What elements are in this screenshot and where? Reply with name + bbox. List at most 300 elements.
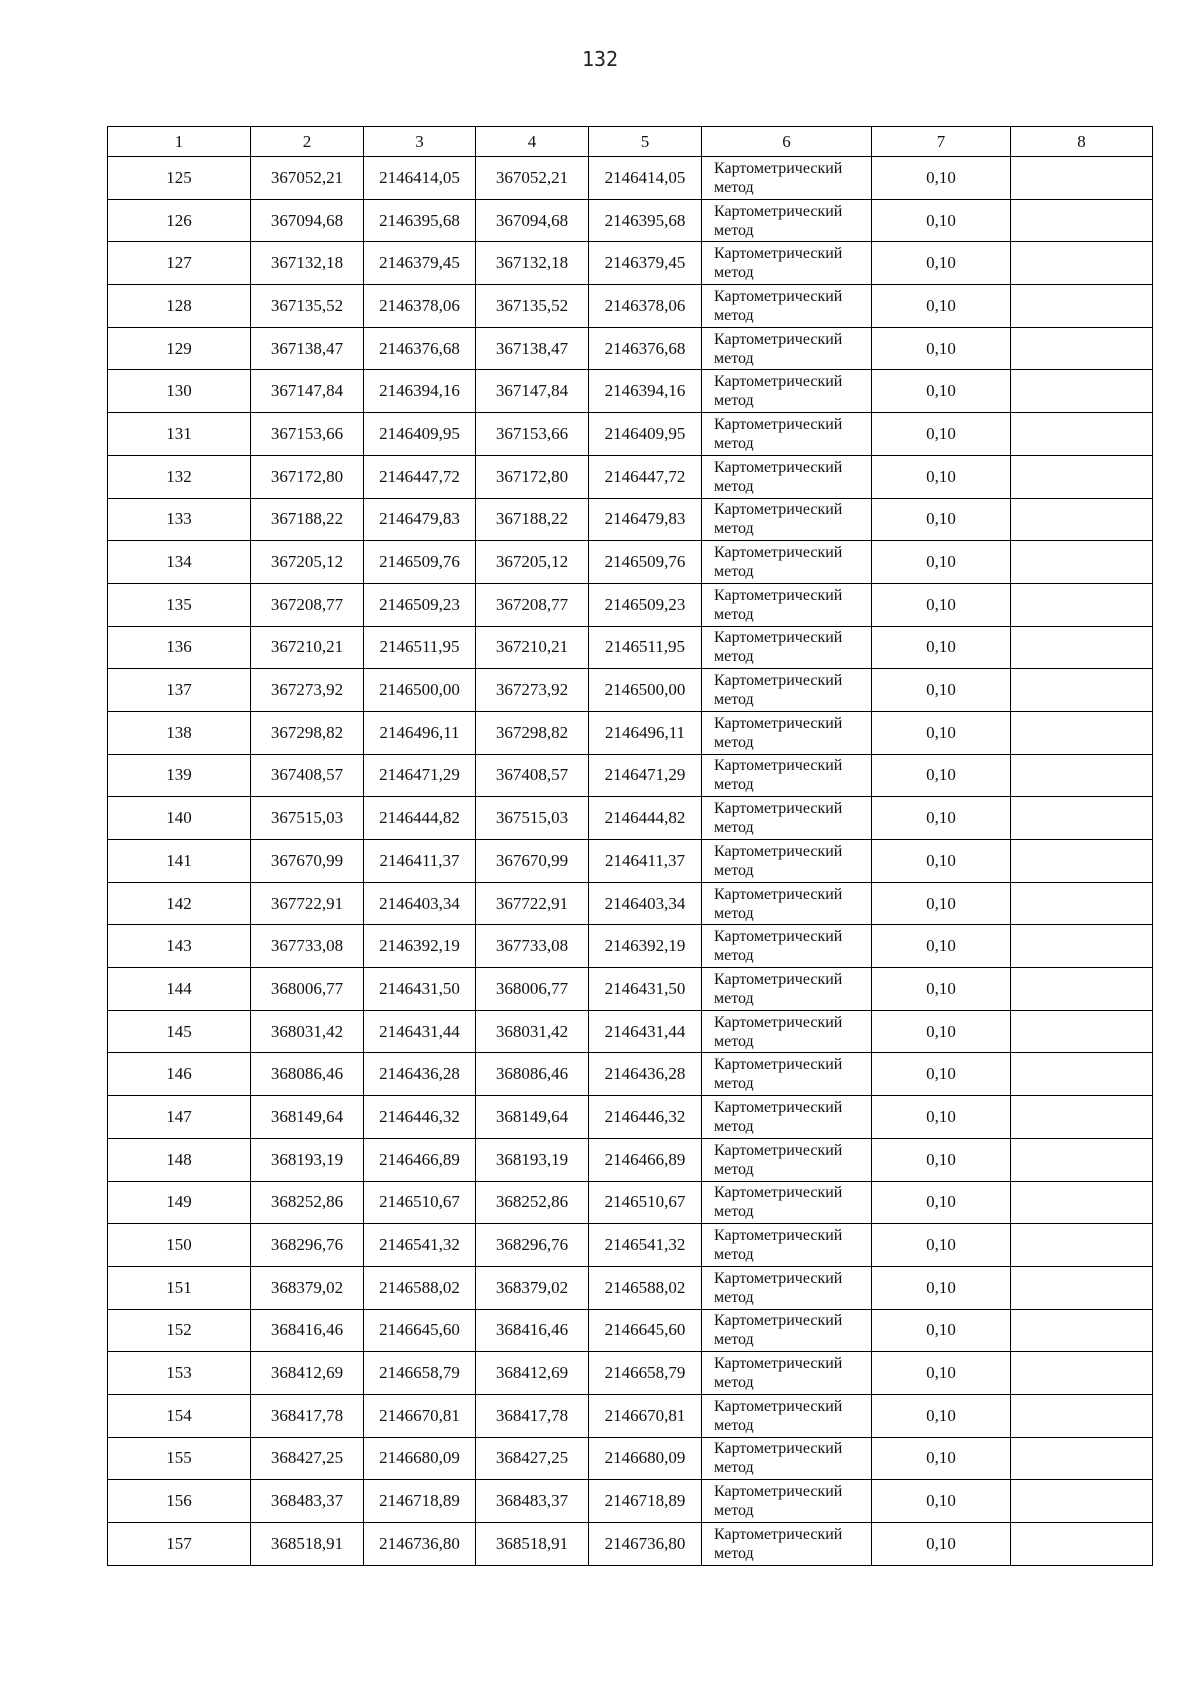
accuracy-cell: 0,10 (872, 840, 1011, 883)
x-coordinate-cell: 368006,77 (251, 968, 364, 1011)
point-number-cell: 145 (108, 1010, 251, 1053)
point-number-cell: 147 (108, 1096, 251, 1139)
point-number-cell: 155 (108, 1437, 251, 1480)
y-coordinate-cell: 2146509,23 (589, 583, 702, 626)
y-coordinate-cell: 2146444,82 (364, 797, 476, 840)
accuracy-cell: 0,10 (872, 754, 1011, 797)
x-coordinate-cell: 368031,42 (476, 1010, 589, 1053)
method-cell: Картометрический метод (702, 1096, 872, 1139)
y-coordinate-cell: 2146431,44 (364, 1010, 476, 1053)
method-cell: Картометрический метод (702, 797, 872, 840)
x-coordinate-cell: 367733,08 (476, 925, 589, 968)
x-coordinate-cell: 368483,37 (251, 1480, 364, 1523)
y-coordinate-cell: 2146471,29 (364, 754, 476, 797)
point-number-cell: 141 (108, 840, 251, 883)
method-cell: Картометрический метод (702, 1010, 872, 1053)
x-coordinate-cell: 368483,37 (476, 1480, 589, 1523)
note-cell (1011, 1138, 1153, 1181)
table-row (108, 455, 1153, 498)
y-coordinate-cell: 2146409,95 (364, 413, 476, 456)
x-coordinate-cell: 367722,91 (476, 882, 589, 925)
y-coordinate-cell: 2146541,32 (589, 1224, 702, 1267)
accuracy-cell: 0,10 (872, 327, 1011, 370)
y-coordinate-cell: 2146436,28 (364, 1053, 476, 1096)
method-cell: Картометрический метод (702, 1352, 872, 1395)
x-coordinate-cell: 368417,78 (476, 1394, 589, 1437)
method-cell: Картометрический метод (702, 455, 872, 498)
y-coordinate-cell: 2146510,67 (364, 1181, 476, 1224)
y-coordinate-cell: 2146509,23 (364, 583, 476, 626)
accuracy-cell: 0,10 (872, 1523, 1011, 1566)
y-coordinate-cell: 2146436,28 (589, 1053, 702, 1096)
note-cell (1011, 1096, 1153, 1139)
x-coordinate-cell: 368518,91 (476, 1523, 589, 1566)
x-coordinate-cell: 367132,18 (251, 242, 364, 285)
y-coordinate-cell: 2146588,02 (589, 1266, 702, 1309)
x-coordinate-cell: 368149,64 (251, 1096, 364, 1139)
note-cell (1011, 370, 1153, 413)
y-coordinate-cell: 2146446,32 (364, 1096, 476, 1139)
table-row (108, 797, 1153, 840)
method-cell: Картометрический метод (702, 968, 872, 1011)
method-cell: Картометрический метод (702, 1181, 872, 1224)
accuracy-cell: 0,10 (872, 285, 1011, 328)
note-cell (1011, 1309, 1153, 1352)
accuracy-cell: 0,10 (872, 1138, 1011, 1181)
accuracy-cell: 0,10 (872, 882, 1011, 925)
y-coordinate-cell: 2146479,83 (364, 498, 476, 541)
y-coordinate-cell: 2146394,16 (364, 370, 476, 413)
table-row (108, 711, 1153, 754)
y-coordinate-cell: 2146510,67 (589, 1181, 702, 1224)
accuracy-cell: 0,10 (872, 242, 1011, 285)
x-coordinate-cell: 367408,57 (476, 754, 589, 797)
method-cell: Картометрический метод (702, 327, 872, 370)
y-coordinate-cell: 2146444,82 (589, 797, 702, 840)
x-coordinate-cell: 367132,18 (476, 242, 589, 285)
table-row (108, 1266, 1153, 1309)
table-row (108, 199, 1153, 242)
y-coordinate-cell: 2146414,05 (364, 157, 476, 200)
accuracy-cell: 0,10 (872, 498, 1011, 541)
x-coordinate-cell: 368427,25 (476, 1437, 589, 1480)
accuracy-cell: 0,10 (872, 1266, 1011, 1309)
x-coordinate-cell: 368086,46 (251, 1053, 364, 1096)
y-coordinate-cell: 2146658,79 (589, 1352, 702, 1395)
table-row (108, 882, 1153, 925)
x-coordinate-cell: 367153,66 (476, 413, 589, 456)
x-coordinate-cell: 367135,52 (251, 285, 364, 328)
point-number-cell: 140 (108, 797, 251, 840)
accuracy-cell: 0,10 (872, 1352, 1011, 1395)
y-coordinate-cell: 2146496,11 (364, 711, 476, 754)
x-coordinate-cell: 367135,52 (476, 285, 589, 328)
point-number-cell: 128 (108, 285, 251, 328)
table-row (108, 754, 1153, 797)
point-number-cell: 129 (108, 327, 251, 370)
x-coordinate-cell: 367188,22 (251, 498, 364, 541)
y-coordinate-cell: 2146414,05 (589, 157, 702, 200)
accuracy-cell: 0,10 (872, 1394, 1011, 1437)
y-coordinate-cell: 2146446,32 (589, 1096, 702, 1139)
note-cell (1011, 711, 1153, 754)
page-number: 132 (581, 47, 619, 71)
x-coordinate-cell: 367205,12 (476, 541, 589, 584)
point-number-cell: 132 (108, 455, 251, 498)
point-number-cell: 136 (108, 626, 251, 669)
y-coordinate-cell: 2146447,72 (364, 455, 476, 498)
table-row (108, 626, 1153, 669)
y-coordinate-cell: 2146379,45 (589, 242, 702, 285)
accuracy-cell: 0,10 (872, 626, 1011, 669)
method-cell: Картометрический метод (702, 583, 872, 626)
accuracy-cell: 0,10 (872, 1096, 1011, 1139)
method-cell: Картометрический метод (702, 498, 872, 541)
y-coordinate-cell: 2146403,34 (364, 882, 476, 925)
point-number-cell: 135 (108, 583, 251, 626)
y-coordinate-cell: 2146511,95 (589, 626, 702, 669)
point-number-cell: 152 (108, 1309, 251, 1352)
note-cell (1011, 797, 1153, 840)
table-row (108, 541, 1153, 584)
table-row (108, 1309, 1153, 1352)
method-cell: Картометрический метод (702, 1480, 872, 1523)
method-cell: Картометрический метод (702, 1266, 872, 1309)
x-coordinate-cell: 367052,21 (476, 157, 589, 200)
x-coordinate-cell: 368379,02 (476, 1266, 589, 1309)
accuracy-cell: 0,10 (872, 1437, 1011, 1480)
y-coordinate-cell: 2146378,06 (364, 285, 476, 328)
method-cell: Картометрический метод (702, 711, 872, 754)
note-cell (1011, 626, 1153, 669)
x-coordinate-cell: 368296,76 (476, 1224, 589, 1267)
x-coordinate-cell: 367733,08 (251, 925, 364, 968)
table-row (108, 968, 1153, 1011)
table-row (108, 370, 1153, 413)
note-cell (1011, 669, 1153, 712)
table-row (108, 1053, 1153, 1096)
x-coordinate-cell: 367210,21 (476, 626, 589, 669)
accuracy-cell: 0,10 (872, 370, 1011, 413)
y-coordinate-cell: 2146500,00 (589, 669, 702, 712)
x-coordinate-cell: 367138,47 (251, 327, 364, 370)
y-coordinate-cell: 2146736,80 (589, 1523, 702, 1566)
note-cell (1011, 285, 1153, 328)
point-number-cell: 133 (108, 498, 251, 541)
y-coordinate-cell: 2146670,81 (589, 1394, 702, 1437)
x-coordinate-cell: 368031,42 (251, 1010, 364, 1053)
x-coordinate-cell: 368412,69 (251, 1352, 364, 1395)
y-coordinate-cell: 2146509,76 (589, 541, 702, 584)
y-coordinate-cell: 2146718,89 (589, 1480, 702, 1523)
note-cell (1011, 583, 1153, 626)
x-coordinate-cell: 368296,76 (251, 1224, 364, 1267)
column-header: 3 (364, 127, 476, 157)
point-number-cell: 153 (108, 1352, 251, 1395)
y-coordinate-cell: 2146471,29 (589, 754, 702, 797)
table-row (108, 1523, 1153, 1566)
point-number-cell: 144 (108, 968, 251, 1011)
point-number-cell: 137 (108, 669, 251, 712)
accuracy-cell: 0,10 (872, 583, 1011, 626)
method-cell: Картометрический метод (702, 626, 872, 669)
x-coordinate-cell: 368252,86 (251, 1181, 364, 1224)
point-number-cell: 131 (108, 413, 251, 456)
x-coordinate-cell: 368149,64 (476, 1096, 589, 1139)
y-coordinate-cell: 2146466,89 (589, 1138, 702, 1181)
column-header: 7 (872, 127, 1011, 157)
accuracy-cell: 0,10 (872, 968, 1011, 1011)
column-header: 1 (108, 127, 251, 157)
point-number-cell: 151 (108, 1266, 251, 1309)
table-row (108, 242, 1153, 285)
point-number-cell: 138 (108, 711, 251, 754)
method-cell: Картометрический метод (702, 1309, 872, 1352)
note-cell (1011, 1181, 1153, 1224)
x-coordinate-cell: 367515,03 (476, 797, 589, 840)
table-row (108, 1480, 1153, 1523)
accuracy-cell: 0,10 (872, 1480, 1011, 1523)
table-row (108, 1352, 1153, 1395)
y-coordinate-cell: 2146466,89 (364, 1138, 476, 1181)
note-cell (1011, 1352, 1153, 1395)
point-number-cell: 127 (108, 242, 251, 285)
y-coordinate-cell: 2146680,09 (364, 1437, 476, 1480)
x-coordinate-cell: 368379,02 (251, 1266, 364, 1309)
note-cell (1011, 242, 1153, 285)
y-coordinate-cell: 2146379,45 (364, 242, 476, 285)
y-coordinate-cell: 2146394,16 (589, 370, 702, 413)
y-coordinate-cell: 2146479,83 (589, 498, 702, 541)
table-row (108, 1181, 1153, 1224)
note-cell (1011, 882, 1153, 925)
x-coordinate-cell: 367722,91 (251, 882, 364, 925)
x-coordinate-cell: 367172,80 (251, 455, 364, 498)
x-coordinate-cell: 368427,25 (251, 1437, 364, 1480)
x-coordinate-cell: 368193,19 (251, 1138, 364, 1181)
x-coordinate-cell: 367208,77 (476, 583, 589, 626)
x-coordinate-cell: 367298,82 (476, 711, 589, 754)
accuracy-cell: 0,10 (872, 455, 1011, 498)
x-coordinate-cell: 367670,99 (476, 840, 589, 883)
y-coordinate-cell: 2146680,09 (589, 1437, 702, 1480)
column-header: 5 (589, 127, 702, 157)
method-cell: Картометрический метод (702, 1224, 872, 1267)
note-cell (1011, 413, 1153, 456)
note-cell (1011, 925, 1153, 968)
note-cell (1011, 1010, 1153, 1053)
point-number-cell: 154 (108, 1394, 251, 1437)
table-row (108, 1224, 1153, 1267)
y-coordinate-cell: 2146376,68 (364, 327, 476, 370)
method-cell: Картометрический метод (702, 1523, 872, 1566)
table-row (108, 1394, 1153, 1437)
x-coordinate-cell: 368416,46 (251, 1309, 364, 1352)
y-coordinate-cell: 2146541,32 (364, 1224, 476, 1267)
y-coordinate-cell: 2146431,50 (364, 968, 476, 1011)
note-cell (1011, 754, 1153, 797)
y-coordinate-cell: 2146403,34 (589, 882, 702, 925)
accuracy-cell: 0,10 (872, 1309, 1011, 1352)
method-cell: Картометрический метод (702, 754, 872, 797)
method-cell: Картометрический метод (702, 157, 872, 200)
y-coordinate-cell: 2146411,37 (589, 840, 702, 883)
y-coordinate-cell: 2146447,72 (589, 455, 702, 498)
point-number-cell: 157 (108, 1523, 251, 1566)
x-coordinate-cell: 367147,84 (476, 370, 589, 413)
x-coordinate-cell: 367138,47 (476, 327, 589, 370)
method-cell: Картометрический метод (702, 1053, 872, 1096)
x-coordinate-cell: 367153,66 (251, 413, 364, 456)
accuracy-cell: 0,10 (872, 199, 1011, 242)
column-header: 6 (702, 127, 872, 157)
method-cell: Картометрический метод (702, 925, 872, 968)
x-coordinate-cell: 367052,21 (251, 157, 364, 200)
x-coordinate-cell: 368416,46 (476, 1309, 589, 1352)
method-cell: Картометрический метод (702, 669, 872, 712)
y-coordinate-cell: 2146670,81 (364, 1394, 476, 1437)
y-coordinate-cell: 2146376,68 (589, 327, 702, 370)
table-row (108, 583, 1153, 626)
note-cell (1011, 1480, 1153, 1523)
table-row (108, 327, 1153, 370)
column-header: 8 (1011, 127, 1153, 157)
y-coordinate-cell: 2146431,50 (589, 968, 702, 1011)
method-cell: Картометрический метод (702, 1138, 872, 1181)
accuracy-cell: 0,10 (872, 797, 1011, 840)
x-coordinate-cell: 368412,69 (476, 1352, 589, 1395)
x-coordinate-cell: 368518,91 (251, 1523, 364, 1566)
x-coordinate-cell: 367670,99 (251, 840, 364, 883)
table-row (108, 1437, 1153, 1480)
table-row (108, 1010, 1153, 1053)
point-number-cell: 134 (108, 541, 251, 584)
point-number-cell: 150 (108, 1224, 251, 1267)
x-coordinate-cell: 368417,78 (251, 1394, 364, 1437)
y-coordinate-cell: 2146395,68 (364, 199, 476, 242)
x-coordinate-cell: 367408,57 (251, 754, 364, 797)
accuracy-cell: 0,10 (872, 1053, 1011, 1096)
x-coordinate-cell: 367210,21 (251, 626, 364, 669)
point-number-cell: 125 (108, 157, 251, 200)
method-cell: Картометрический метод (702, 1437, 872, 1480)
point-number-cell: 148 (108, 1138, 251, 1181)
table-row (108, 285, 1153, 328)
point-number-cell: 143 (108, 925, 251, 968)
y-coordinate-cell: 2146500,00 (364, 669, 476, 712)
note-cell (1011, 498, 1153, 541)
accuracy-cell: 0,10 (872, 669, 1011, 712)
x-coordinate-cell: 367208,77 (251, 583, 364, 626)
table-row (108, 157, 1153, 200)
header-row (108, 127, 1153, 157)
x-coordinate-cell: 367147,84 (251, 370, 364, 413)
note-cell (1011, 1394, 1153, 1437)
note-cell (1011, 1224, 1153, 1267)
x-coordinate-cell: 367273,92 (476, 669, 589, 712)
y-coordinate-cell: 2146496,11 (589, 711, 702, 754)
note-cell (1011, 157, 1153, 200)
x-coordinate-cell: 368193,19 (476, 1138, 589, 1181)
method-cell: Картометрический метод (702, 1394, 872, 1437)
note-cell (1011, 1437, 1153, 1480)
y-coordinate-cell: 2146392,19 (364, 925, 476, 968)
note-cell (1011, 1053, 1153, 1096)
method-cell: Картометрический метод (702, 840, 872, 883)
y-coordinate-cell: 2146411,37 (364, 840, 476, 883)
y-coordinate-cell: 2146511,95 (364, 626, 476, 669)
point-number-cell: 146 (108, 1053, 251, 1096)
note-cell (1011, 840, 1153, 883)
x-coordinate-cell: 367515,03 (251, 797, 364, 840)
y-coordinate-cell: 2146588,02 (364, 1266, 476, 1309)
table-row (108, 1138, 1153, 1181)
accuracy-cell: 0,10 (872, 1224, 1011, 1267)
y-coordinate-cell: 2146378,06 (589, 285, 702, 328)
table-row (108, 840, 1153, 883)
method-cell: Картометрический метод (702, 413, 872, 456)
point-number-cell: 156 (108, 1480, 251, 1523)
y-coordinate-cell: 2146718,89 (364, 1480, 476, 1523)
y-coordinate-cell: 2146658,79 (364, 1352, 476, 1395)
method-cell: Картометрический метод (702, 285, 872, 328)
y-coordinate-cell: 2146395,68 (589, 199, 702, 242)
x-coordinate-cell: 367172,80 (476, 455, 589, 498)
x-coordinate-cell: 368006,77 (476, 968, 589, 1011)
table-body (108, 157, 1153, 1566)
note-cell (1011, 1266, 1153, 1309)
table-row (108, 925, 1153, 968)
x-coordinate-cell: 368252,86 (476, 1181, 589, 1224)
column-header: 4 (476, 127, 589, 157)
method-cell: Картометрический метод (702, 199, 872, 242)
x-coordinate-cell: 367298,82 (251, 711, 364, 754)
note-cell (1011, 1523, 1153, 1566)
accuracy-cell: 0,10 (872, 413, 1011, 456)
method-cell: Картометрический метод (702, 242, 872, 285)
point-number-cell: 126 (108, 199, 251, 242)
y-coordinate-cell: 2146409,95 (589, 413, 702, 456)
table-row (108, 413, 1153, 456)
coordinates-table (107, 126, 1153, 1566)
note-cell (1011, 968, 1153, 1011)
accuracy-cell: 0,10 (872, 711, 1011, 754)
note-cell (1011, 541, 1153, 584)
column-header: 2 (251, 127, 364, 157)
x-coordinate-cell: 368086,46 (476, 1053, 589, 1096)
method-cell: Картометрический метод (702, 541, 872, 584)
y-coordinate-cell: 2146645,60 (589, 1309, 702, 1352)
y-coordinate-cell: 2146509,76 (364, 541, 476, 584)
x-coordinate-cell: 367094,68 (251, 199, 364, 242)
y-coordinate-cell: 2146645,60 (364, 1309, 476, 1352)
method-cell: Картометрический метод (702, 370, 872, 413)
y-coordinate-cell: 2146392,19 (589, 925, 702, 968)
note-cell (1011, 455, 1153, 498)
note-cell (1011, 327, 1153, 370)
accuracy-cell: 0,10 (872, 1181, 1011, 1224)
note-cell (1011, 199, 1153, 242)
method-cell: Картометрический метод (702, 882, 872, 925)
x-coordinate-cell: 367094,68 (476, 199, 589, 242)
x-coordinate-cell: 367188,22 (476, 498, 589, 541)
accuracy-cell: 0,10 (872, 541, 1011, 584)
y-coordinate-cell: 2146736,80 (364, 1523, 476, 1566)
point-number-cell: 130 (108, 370, 251, 413)
point-number-cell: 149 (108, 1181, 251, 1224)
point-number-cell: 142 (108, 882, 251, 925)
x-coordinate-cell: 367205,12 (251, 541, 364, 584)
